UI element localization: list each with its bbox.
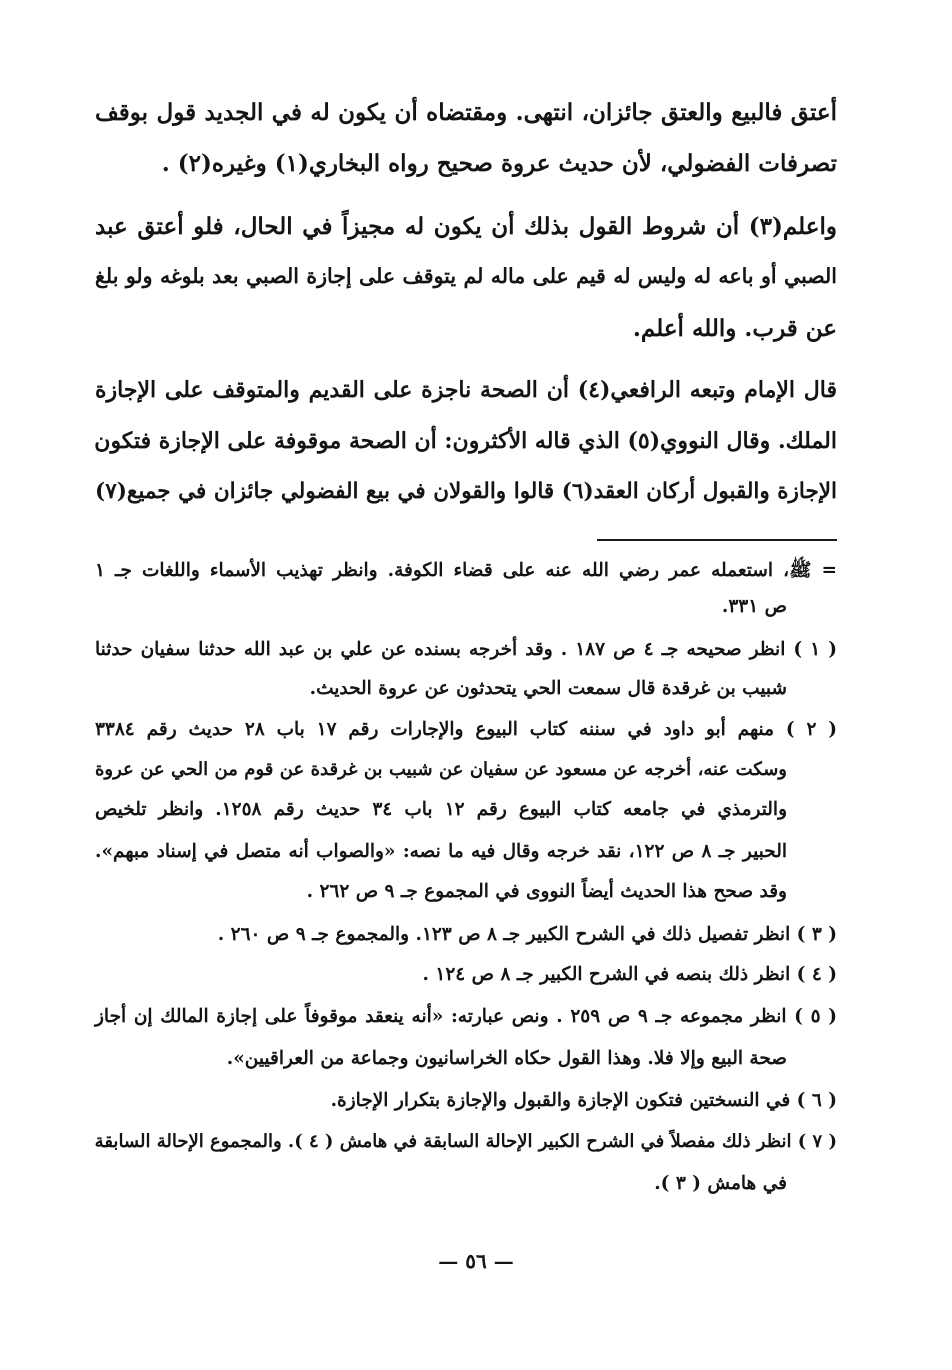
- main-text-line: الإجازة والقبول أركان العقد(٦) قالوا والقولان في بيع الفضولي جائزان في جميع(٧): [95, 479, 837, 504]
- main-text-line: تصرفات الفضولي، لأن حديث عروة صحيح رواه البخاري(١) وغيره(٢) .: [161, 150, 837, 177]
- footnote-line: ( ٢ ) منهم أبو داود في سننه كتاب البيوع والإجارات رقم ١٧ باب ٢٨ حديث رقم ٣٣٨٤: [95, 719, 837, 740]
- footnote-line: وسكت عنه، أخرجه عن مسعود عن سفيان عن شبيب بن غرقدة عن قوم من الحي عن عروة: [95, 759, 787, 780]
- main-text-line: قال الإمام وتبعه الرافعي(٤) أن الصحة ناجزة على القديم والمتوقف على الإجازة: [95, 377, 838, 403]
- footnote-line: ( ٧ ) انظر ذلك مفصلاً في الشرح الكبير الإحالة السابقة في هامش ( ٤ ). والمجموع الإحالة السابقة: [94, 1131, 837, 1152]
- footnote-line: الحبير جـ ٨ ص ١٢٢، نقد خرجه وقال فيه ما نصه: «والصواب أنه متصل في إسناد مبهم».: [95, 841, 787, 862]
- footnote-line: في هامش ( ٣ ).: [654, 1173, 787, 1194]
- page-number: — ٥٦ —: [438, 1249, 514, 1273]
- footnote-line: = ﷺ، استعمله عمر رضي الله عنه على قضاء الكوفة. وانظر تهذيب الأسماء واللغات جـ ١: [95, 560, 837, 581]
- footnote-line: ( ٥ ) انظر مجموعه جـ ٩ ص ٢٥٩ . ونص عبارته: «أنه ينعقد موقوفاً على إجازة المالك إن أجاز: [95, 1006, 838, 1027]
- footnote-line: صحة البيع وإلا فلا. وهذا القول حكاه الخراسانيون وجماعة من العراقيين».: [226, 1048, 787, 1069]
- footnote-line: وقد صحح هذا الحديث أيضاً النووى في المجموع جـ ٩ ص ٢٦٢ .: [306, 881, 787, 902]
- main-text-line: أعتق فالبيع والعتق جائزان، انتهى. ومقتضاه أن يكون له في الجديد قول بوقف: [95, 99, 837, 126]
- main-text-line: واعلم(٣) أن شروط القول بذلك أن يكون له مجيزاً في الحال، فلو أعتق عبد: [95, 213, 837, 240]
- footnote-line: ص ٣٣١.: [721, 596, 787, 617]
- footnote-line: ( ٤ ) انظر ذلك بنصه في الشرح الكبير جـ ٨ ص ١٢٤ .: [422, 964, 837, 985]
- main-text-line: الصبي أو باعه له وليس له قيم على ماله لم يتوقف على إجازة الصبي بعد بلوغه ولو بلغ: [95, 264, 837, 288]
- footnote-line: ( ١ ) انظر صحيحه جـ ٤ ص ١٨٧ . وقد أخرجه بسنده عن علي بن عبد الله حدثنا سفيان حدثنا: [95, 639, 837, 660]
- footnote-line: ( ٦ ) في النسختين فتكون الإجازة والقبول والإجازة بتكرار الإجازة.: [330, 1090, 837, 1111]
- footnote-line: ( ٣ ) انظر تفصيل ذلك في الشرح الكبير جـ ٨ ص ١٢٣. والمجموع جـ ٩ ص ٢٦٠ .: [217, 924, 837, 945]
- footnote-line: والترمذي في جامعه كتاب البيوع رقم ١٢ باب ٣٤ حديث رقم ١٢٥٨. وانظر تلخيص: [95, 799, 787, 820]
- footnote-line: شبيب بن غرقدة قال سمعت الحي يتحدثون عن عروة الحديث.: [309, 678, 787, 699]
- footnote-separator: [597, 539, 837, 541]
- main-text-line: عن قرب. والله أعلم.: [632, 315, 837, 342]
- main-text-line: الملك. وقال النووي(٥) الذي قاله الأكثرون: أن الصحة موقوفة على الإجازة فتكون: [94, 428, 837, 454]
